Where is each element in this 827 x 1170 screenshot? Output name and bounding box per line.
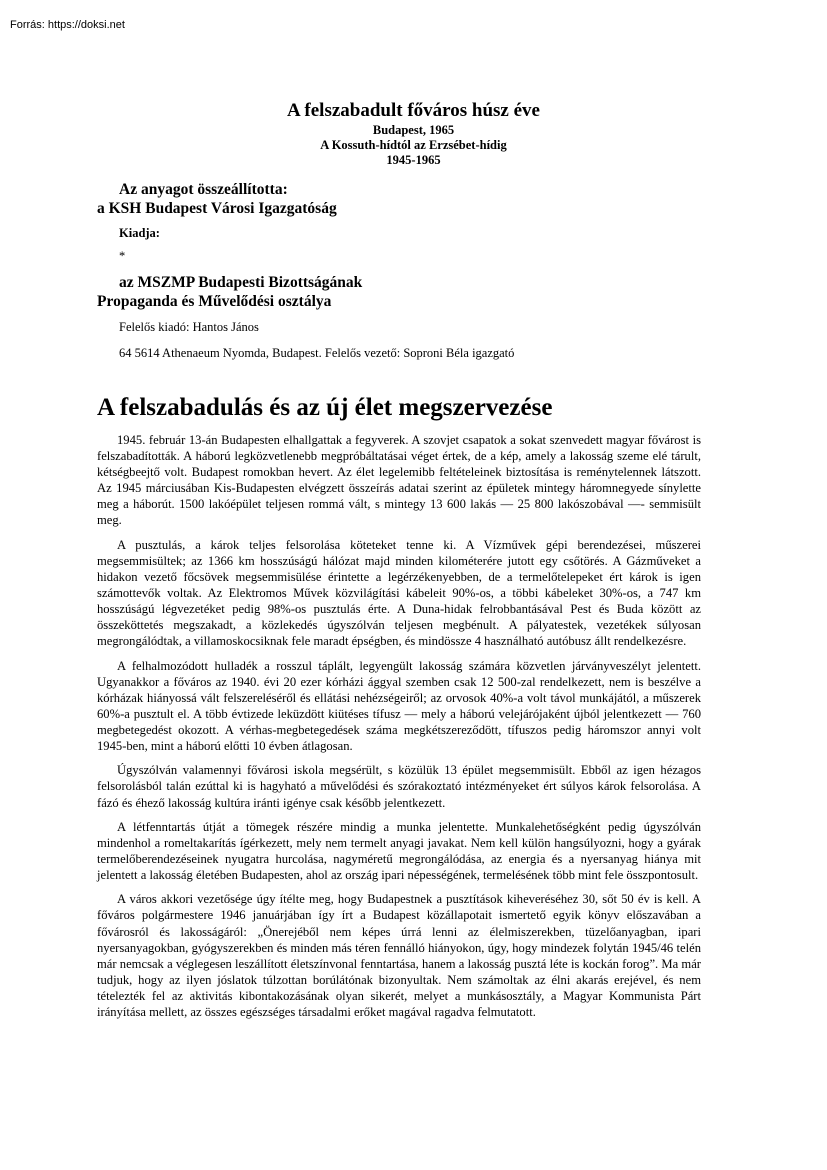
publisher-label: Kiadja:	[119, 226, 160, 240]
source-line: Forrás: https://doksi.net	[10, 19, 125, 31]
paragraph: A város akkori vezetősége úgy ítélte meg, hogy Budapestnek a pusztítások kiheveréséhez 30, sőt 50 év is kell. A főváros polgármestere 1946 januárjában így írt a Budapest közállapotait ismertető egyik könyv előszavában a fővárosról és lakosságáról: „Önerejéből nem képes úrrá lenni az élelmiszerekben, tüzelőanyagban, ipari nyersanyagokban, gyógyszerekben és minden más téren fennálló hiányokon, úgy, hogy mindezek folytán 1945/46 telén már nemcsak a véglegesen leszállított életszínvonal fenntartása, hanem a lakosság pusztá léte is kockán forog”. Ma már tudjuk, hogy az ilyen jóslatok túlzottan borúlátónak bizonyultak. Nem számoltak az élni akarás erejével, és nem tételezték fel az aktivitás kibontakozásának olyan sikerét, melyet a munkásosztály, a Magyar Kommunista Párt irányítása mellett, az összes egészséges társadalmi erőket magával ragadva felmutatott.	[97, 892, 701, 1020]
printer-info: 64 5614 Athenaeum Nyomda, Budapest. Felelős vezető: Soproni Béla igazgató	[119, 346, 515, 360]
subtitle-years: 1945-1965	[386, 153, 441, 167]
section-heading: A felszabadulás és az új élet megszervezése	[97, 394, 553, 421]
paragraph: Úgyszólván valamennyi fővárosi iskola megsérült, s közülük 13 épület megsemmisült. Ebből az igen hézagos felsorolásból talán ezúttal ki is hagyható a művelődési és szórakoztató intézményeket ért súlyos károk felsorolása. A fázó és éhező lakosság kultúra iránti igénye csak később jelentkezett.	[97, 763, 701, 810]
subtitle-place-year: Budapest, 1965	[372, 123, 455, 137]
compiled-label: Az anyagot összeállította:	[119, 181, 288, 198]
title-block	[0, 99, 827, 168]
paragraph: A létfenntartás útját a tömegek részére mindig a munka jelentette. Munkalehetőségként pedig úgyszólván mindenhol a romeltakarítás ígérkezett, mely nem termelt anyagi javakat. Nem kell külön hangsúlyozni, hogy a gyárak termelőberendezéseinek nyugatra hurcolása, nagyméretű megrongálódása, az energia és a nyersanyag hiánya mit jelentett a lakosság életében Budapesten, ahol az ország ipari népességének, termelésének több mint fele összpontosult.	[97, 819, 701, 883]
separator-asterisk: *	[119, 249, 126, 263]
responsible-publisher: Felelős kiadó: Hantos János	[119, 320, 259, 334]
subtitle-bridges: A Kossuth-hídtól az Erzsébet-hídig	[320, 138, 507, 152]
paragraph: A felhalmozódott hulladék a rosszul táplált, legyengült lakosság számára közvetlen járványveszélyt jelentett. Ugyanakkor a főváros az 1940. évi 20 ezer kórházi ággyal szemben csak 12 500-zal rendelkezett, nem is beszélve a kórházak hiányossá vált felszereléséről és ellátási nehézségeiről; az orvosok 40%-a volt távol munkájától, a műszerek 60%-a pusztult el. A több évtizede leküzdött kiütéses tífusz — mely a háború velejárójaként újból jelentkezett — 760 megbetegedést okozott. A vérhas-megbetegedések száma megkétszereződött, tífuszos pedig háromszor annyi volt 1945-ben, mint a háború előtti 10 évben átlagosan.	[97, 658, 701, 754]
compiled-by: a KSH Budapest Városi Igazgatóság	[97, 200, 337, 217]
paragraph: 1945. február 13-án Budapesten elhallgattak a fegyverek. A szovjet csapatok a sokat szenvedett magyar fővárost is felszabadították. A háború legközvetlenebb megpróbáltatásai véget értek, de a kép, amely a lakosság szeme elé tárult, kétségbeejtő volt. Budapest romokban hevert. Az élet legelemibb feltételeinek biztosítása is reménytelennek látszott. Az 1945 márciusában Kis-Budapesten elvégzett összeírás adatai szerint az épületek mintegy háromnegyede sínylette meg a háborút. 1500 lakóépület teljesen rommá vált, s mintegy 13 600 lakás — 25 800 lakószobával —- semmisült meg.	[97, 433, 701, 528]
publisher-line-1: az MSZMP Budapesti Bizottságának	[119, 274, 363, 291]
publisher-line-2: Propaganda és Művelődési osztálya	[97, 293, 332, 310]
document-title: A felszabadult főváros húsz éve	[287, 100, 540, 121]
section-body	[97, 432, 701, 1028]
paragraph: A pusztulás, a károk teljes felsorolása köteteket tenne ki. A Vízművek gépi berendezései, műszerei megsemmisültek; az 1366 km hosszúságú hálózat majd minden kilométerére jutott egy csőtörés. A Gázműveket a hidakon vezető főcsövek megsemmisülése érintette a legérzékenyebben, de a termelőtelepeket ért károk is igen számottevők voltak. Az Elektromos Művek közvilágítási kábeleit 90%-os, a többi kábeleket 30%-os, a 747 km hosszúságú légvezetéket pedig 98%-os pusztulás érte. A Duna-hidak felrobbantásával Pest és Buda között az összeköttetés megszakadt, a közlekedés úgyszólván teljesen megbénult. A pályatestek, vezetékek súlyosan megrongálódtak, a villamoskocsiknak fele maradt épségben, és mindössze 4 használható autóbusz állt rendelkezésre.	[97, 537, 701, 649]
